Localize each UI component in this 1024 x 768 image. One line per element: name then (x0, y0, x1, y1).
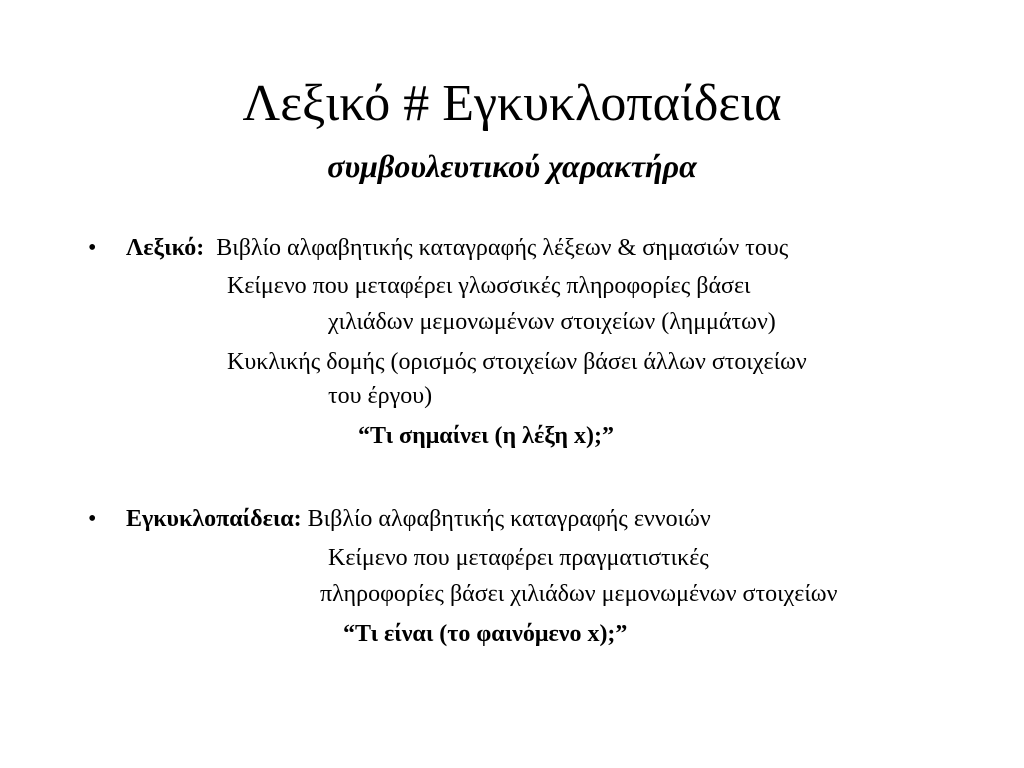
encyclopedia-line-3: πληροφορίες βάσει χιλιάδων μεμονωμένων στοιχείων (320, 581, 838, 607)
encyclopedia-term: Εγκυκλοπαίδεια: (126, 506, 302, 532)
lexicon-question: “Τι σημαίνει (η λέξη x);” (358, 423, 615, 449)
lexicon-line-5: του έργου) (328, 383, 433, 409)
encyclopedia-definition: Βιβλίο αλφαβητικής καταγραφής εννοιών (307, 506, 711, 532)
lexicon-line-4: Κυκλικής δομής (ορισμός στοιχείων βάσει άλλων στοιχείων (227, 349, 807, 375)
bullet-encyclopedia: • (88, 506, 97, 532)
lexicon-definition-line (126, 232, 788, 264)
slide-subtitle: συμβουλευτικού χαρακτήρα (327, 148, 697, 184)
slide-title: Λεξικό # Εγκυκλοπαίδεια (242, 75, 782, 132)
lexicon-line-2: Κείμενο που μεταφέρει γλωσσικές πληροφορίες βάσει (227, 273, 751, 299)
lexicon-term: Λεξικό: (126, 235, 205, 261)
encyclopedia-definition-line (126, 503, 711, 535)
encyclopedia-question: “Τι είναι (το φαινόμενο x);” (343, 621, 628, 647)
bullet-lexicon: • (88, 235, 97, 261)
lexicon-line-3: χιλιάδων μεμονωμένων στοιχείων (λημμάτων) (328, 309, 776, 335)
encyclopedia-line-2: Κείμενο που μεταφέρει πραγματιστικές (328, 545, 709, 571)
lexicon-definition: Βιβλίο αλφαβητικής καταγραφής λέξεων & σημασιών τους (216, 235, 789, 261)
